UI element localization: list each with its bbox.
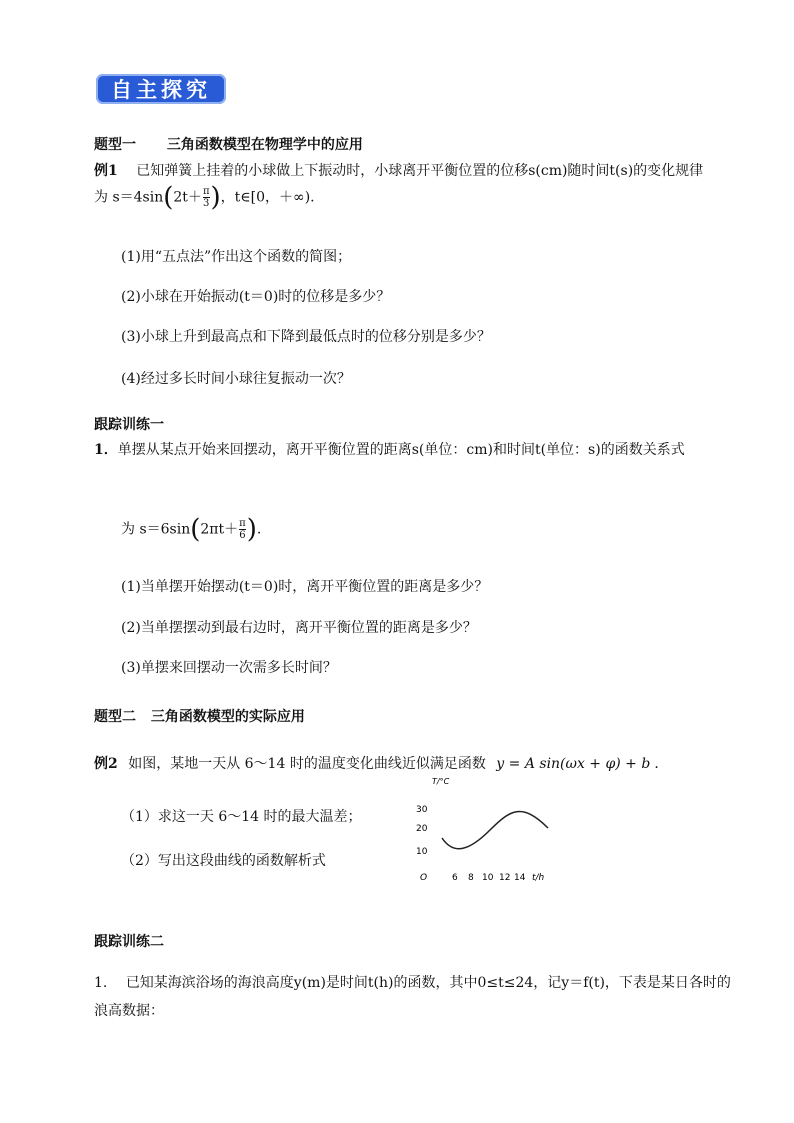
x-tick-8: 8 [468,873,474,883]
type1-label: 题型一 [94,137,136,153]
ex1-intro: 已知弹簧上挂着的小球做上下振动时，小球离开平衡位置的位移s(cm)随时间t(s)的变化规律 [136,163,704,179]
y-tick-10: 10 [416,847,428,857]
type1-heading [94,134,363,154]
ex1-intro-line [94,160,703,180]
ex1-label: 例1 [94,163,118,179]
ex1-fraction [203,186,210,209]
track1-title: 跟踪训练一 [94,417,164,433]
ex1-formula-arg: 2t＋ [173,189,202,206]
ex1-q2: (2)小球在开始振动(t＝0)时的位移是多少？ [121,289,391,305]
track1-p1 [94,439,685,459]
x-tick-12: 12 [499,873,511,883]
type2-title: 三角函数模型的实际应用 [150,709,305,725]
y-tick-30: 30 [416,805,428,815]
ex2-end: ． [654,756,669,772]
track2-p1-text: 已知某海滨浴场的海浪高度y(m)是时间t(h)的函数，其中0≤t≤24，记y＝f(t)，下表是某日各时的 [125,975,731,991]
ex1-q3: (3)小球上升到最高点和下降到最低点时的位移分别是多少？ [121,329,491,345]
ex1-formula-suffix: ，t∈[0，＋∞). [220,189,315,206]
type2-label: 题型二 [94,709,136,725]
type2-heading [94,706,305,726]
ex2-intro-line [94,753,668,773]
x-tick-14: 14 [514,873,526,883]
track1-p1-text: 单摆从某点开始来回摆动，离开平衡位置的距离s(单位：cm)和时间t(单位：s)的函数关系式 [117,442,685,458]
graph-x-label: t/h [532,873,545,883]
graph-y-label: T/°C [432,777,450,786]
section-badge: 自主探究 [96,74,226,104]
temperature-curve [442,812,548,849]
track1-q1: (1)当单摆开始摆动(t＝0)时，离开平衡位置的距离是多少？ [121,579,489,595]
track1-formula: 为 s＝6sin(2πt＋ $\frac{\pi}{6}$ ). [121,514,262,545]
ex1-frac-den: 3 [203,198,210,209]
track1-p1-num: 1． [94,442,118,458]
temperature-graph [410,772,570,888]
ex1-q1: (1)用“五点法”作出这个函数的简图； [121,249,352,265]
graph-origin: O [420,873,428,883]
ex1-formula: 为 s＝4sin(2t＋ $\frac{\pi}{3}$ )，t∈[0，＋∞). [94,182,315,213]
ex2-formula: y = A sin(ωx + φ) + b [496,756,651,772]
track1-q2: (2)当单摆摆动到最右边时，离开平衡位置的距离是多少？ [121,620,477,636]
x-tick-10: 10 [482,873,494,883]
track1-formula-arg: 2πt＋ [200,521,239,538]
ex2-intro: 如图，某地一天从 6～14 时的温度变化曲线近似满足函数 [128,756,486,772]
ex1-formula-prefix: 为 s＝4sin [94,189,164,206]
track2-p1-cont: 浪高数据： [94,1003,164,1019]
track2-p1 [94,972,731,992]
x-tick-6: 6 [452,873,458,883]
type1-title: 三角函数模型在物理学中的应用 [166,137,363,153]
track1-q3: (3)单摆来回摆动一次需多长时间？ [121,660,337,676]
track1-frac-num: π [239,518,246,529]
ex1-q4: (4)经过多长时间小球往复振动一次？ [121,371,351,387]
ex1-frac-num: π [202,186,210,197]
y-tick-20: 20 [416,824,428,834]
track1-frac-den: 6 [239,530,246,541]
ex2-label: 例2 [94,756,118,772]
track2-p1-num: 1. [94,975,108,991]
track2-title: 跟踪训练二 [94,934,164,950]
track1-fraction [239,518,246,541]
track1-formula-prefix: 为 s＝6sin [121,521,191,538]
ex2-q2: （2）写出这段曲线的函数解析式 [121,853,326,869]
track1-formula-suffix: . [256,521,262,538]
ex2-q1: （1）求这一天 6～14 时的最大温差； [121,809,362,825]
